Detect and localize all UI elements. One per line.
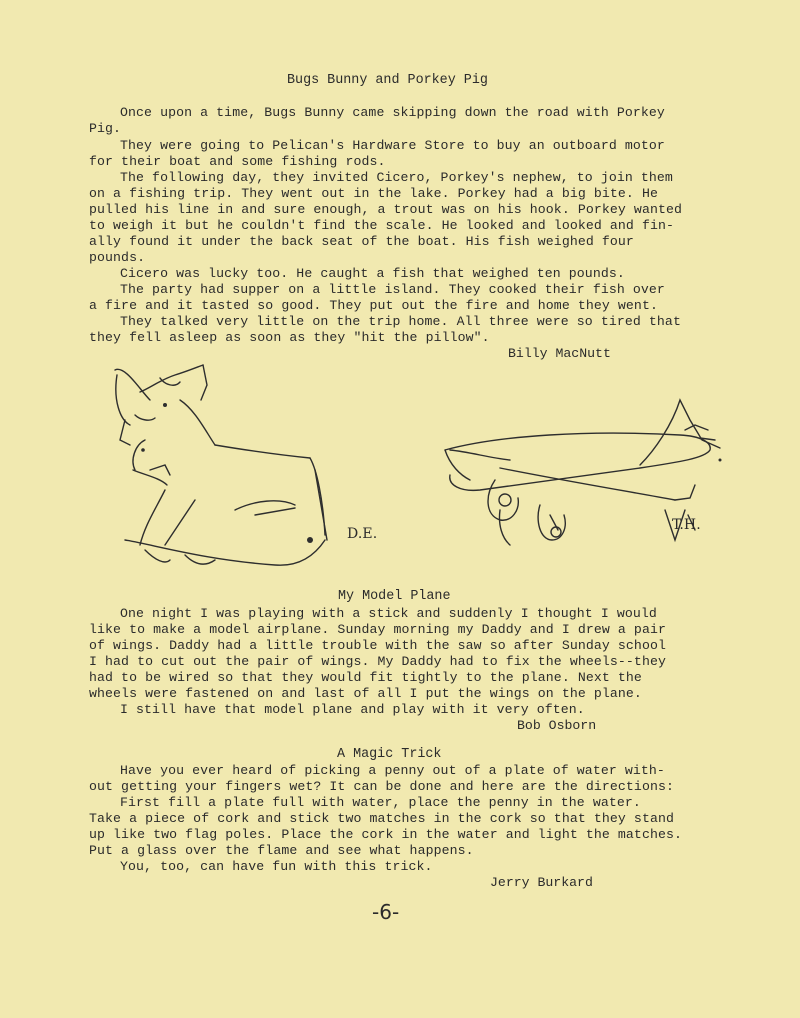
story-line: Cicero was lucky too. He caught a fish that weighed ten pounds.	[120, 266, 625, 281]
story-line: like to make a model airplane. Sunday morning my Daddy and I drew a pair	[89, 622, 666, 637]
story-line: The party had supper on a little island. They cooked their fish over	[120, 282, 665, 297]
story-line: They talked very little on the trip home. All three were so tired that	[120, 314, 681, 329]
rabbit-drawing	[105, 360, 335, 580]
story-line: up like two flag poles. Place the cork in the water and light the matches.	[89, 827, 683, 842]
story-line: they fell asleep as soon as they "hit the pillow".	[89, 330, 490, 345]
story-line: of wings. Daddy had a little trouble with the saw so after Sunday school	[89, 638, 666, 653]
story-line: Have you ever heard of picking a penny out of a plate of water with-	[120, 763, 665, 778]
story-title: Bugs Bunny and Porkey Pig	[287, 73, 488, 88]
story-line: Take a piece of cork and stick two matches in the cork so that they stand	[89, 811, 675, 826]
drawing-initials: T.H.	[672, 517, 701, 533]
story-line: pulled his line in and sure enough, a trout was on his hook. Porkey wanted	[89, 202, 683, 217]
story-line: They were going to Pelican's Hardware Store to buy an outboard motor	[120, 138, 665, 153]
author-signature: Billy MacNutt	[508, 346, 611, 361]
story-line: pounds.	[89, 250, 146, 265]
story-line: Once upon a time, Bugs Bunny came skipping down the road with Porkey	[120, 105, 665, 120]
story-line: had to be wired so that they would fit tightly to the plane. Next the	[89, 670, 642, 685]
author-signature: Jerry Burkard	[490, 875, 593, 890]
story-line: on a fishing trip. They went out in the lake. Porkey had a big bite. He	[89, 186, 658, 201]
story-line: wheels were fastened on and last of all I put the wings on the plane.	[89, 686, 642, 701]
drawing-initials: D.E.	[347, 526, 378, 542]
story-line: First fill a plate full with water, place the penny in the water.	[120, 795, 641, 810]
story-line: One night I was playing with a stick and suddenly I thought I would	[120, 606, 657, 621]
story-title: A Magic Trick	[337, 747, 442, 762]
story-line: You, too, can have fun with this trick.	[120, 859, 433, 874]
story-line: Pig.	[89, 121, 122, 136]
story-title: My Model Plane	[338, 589, 451, 604]
story-line: a fire and it tasted so good. They put out the fire and home they went.	[89, 298, 658, 313]
story-line: The following day, they invited Cicero, Porkey's nephew, to join them	[120, 170, 673, 185]
story-line: ally found it under the back seat of the boat. His fish weighed four	[89, 234, 634, 249]
story-line: Put a glass over the flame and see what happens.	[89, 843, 474, 858]
page-number: -6-	[372, 900, 400, 924]
story-line: I had to cut out the pair of wings. My Daddy had to fix the wheels--they	[89, 654, 666, 669]
story-line: I still have that model plane and play with it very often.	[120, 702, 585, 717]
story-line: to weigh it but he couldn't find the scale. He looked and looked and fin-	[89, 218, 675, 233]
author-signature: Bob Osborn	[517, 718, 597, 733]
story-line: out getting your fingers wet? It can be done and here are the directions:	[89, 779, 675, 794]
story-line: for their boat and some fishing rods.	[89, 154, 386, 169]
